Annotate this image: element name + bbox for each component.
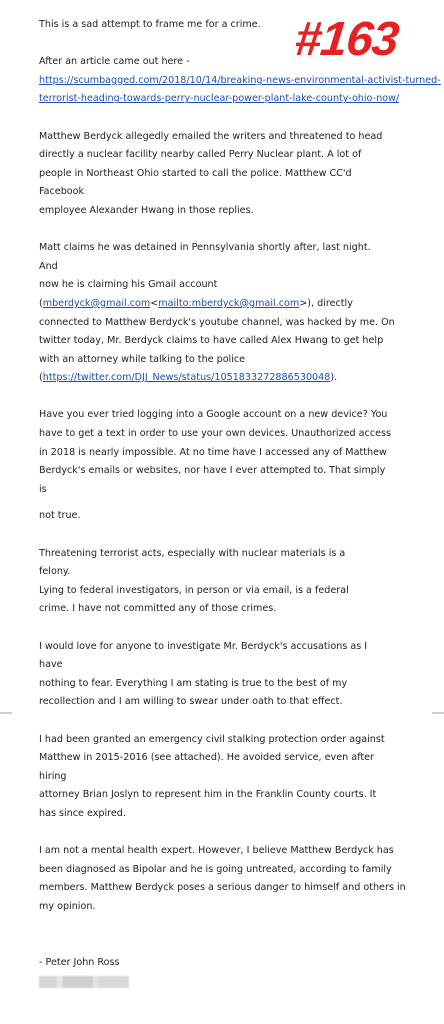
- text-line: [39, 563, 441, 582]
- text-span: Lying to federal investigators, in person or via email, is a federal: [39, 584, 349, 596]
- text-span: ).: [330, 372, 338, 384]
- text-span: members. Matthew Berdyck poses a serious danger to himself and others in: [39, 882, 406, 894]
- text-line: [39, 90, 441, 109]
- text-span: (: [39, 372, 43, 384]
- paragraph: [39, 406, 441, 499]
- text-line: [39, 600, 441, 619]
- text-span: - Peter John Ross: [39, 956, 120, 968]
- paragraph-gap: [39, 388, 441, 407]
- exhibit-number-stamp: #163: [292, 13, 401, 66]
- paragraph-gap: [39, 824, 441, 843]
- right-edge-mark: [432, 712, 444, 714]
- paragraph: [39, 53, 441, 109]
- text-span: crime. I have not committed any of those crimes.: [39, 603, 277, 615]
- paragraph-gap: [39, 499, 441, 507]
- text-line: [39, 295, 441, 314]
- text-span: connected to Matthew Berdyck's youtube channel, was hacked by me. On: [39, 316, 395, 328]
- text-line: [39, 954, 441, 973]
- text-line: [39, 656, 441, 675]
- text-line: [39, 369, 441, 388]
- text-line: [39, 314, 441, 333]
- text-span: not true.: [39, 510, 81, 522]
- text-span: employee Alexander Hwang in those replies.: [39, 204, 254, 216]
- redacted-signature-image: [39, 976, 129, 988]
- text-line: [39, 638, 441, 657]
- text-span: Matt claims he was detained in Pennsylvania shortly after, last night.: [39, 242, 371, 254]
- text-span: And: [39, 260, 58, 272]
- text-span: nothing to fear. Everything I am stating is true to the best of my: [39, 677, 348, 689]
- text-span: attorney Brian Joslyn to represent him in the Franklin County courts. It: [39, 789, 377, 801]
- hyperlink[interactable]: terrorist-heading-towards-perry-nuclear-power-plant-lake-county-ohio-now/: [39, 93, 400, 105]
- text-span: felony.: [39, 566, 71, 578]
- text-line: [39, 276, 441, 295]
- hyperlink[interactable]: https://scumbagged.com/2018/10/14/breaking-news-environmental-activist-turned-: [39, 74, 441, 86]
- text-line: [39, 481, 441, 500]
- paragraph-gap: [39, 35, 441, 54]
- text-line: [39, 805, 441, 824]
- hyperlink[interactable]: mberdyck@gmail.com: [42, 297, 151, 309]
- text-line: [39, 146, 441, 165]
- text-line: [39, 165, 441, 184]
- text-line: [39, 675, 441, 694]
- text-line: [39, 898, 441, 917]
- text-line: [39, 351, 441, 370]
- text-line: [39, 239, 441, 258]
- paragraph: [39, 731, 441, 824]
- text-span: with an attorney while talking to the police: [39, 353, 246, 365]
- paragraph-gap: [39, 712, 441, 731]
- paragraph: [39, 128, 441, 221]
- text-line: [39, 879, 441, 898]
- text-span: <: [150, 297, 159, 309]
- text-span: I am not a mental health expert. However, I believe Matthew Berdyck has: [39, 845, 394, 857]
- letter-body: [39, 13, 441, 988]
- text-line: [39, 786, 441, 805]
- text-line: [39, 72, 441, 91]
- text-span: Have you ever tried logging into a Google account on a new device? You: [39, 409, 388, 421]
- text-line: [39, 462, 441, 481]
- text-line: [39, 731, 441, 750]
- text-line: [39, 202, 441, 221]
- paragraph: [39, 545, 441, 619]
- text-line: [39, 545, 441, 564]
- hyperlink[interactable]: https://twitter.com/DJJ_News/status/1051833272886530048: [42, 372, 331, 384]
- text-line: [39, 444, 441, 463]
- text-line: [39, 749, 441, 768]
- text-line: [39, 332, 441, 351]
- text-span: in 2018 is nearly impossible. At no time have I accessed any of Matthew: [39, 446, 387, 458]
- paragraph: [39, 239, 441, 388]
- text-span: Matthew in 2015-2016 (see attached). He avoided service, even after: [39, 752, 374, 764]
- text-span: Berdyck's emails or websites, nor have I ever attempted to. That simply: [39, 465, 386, 477]
- text-span: directly a nuclear facility nearby called Perry Nuclear plant. A lot of: [39, 149, 362, 161]
- text-line: [39, 128, 441, 147]
- paragraph: [39, 16, 441, 35]
- text-span: been diagnosed as Bipolar and he is going untreated, according to family: [39, 863, 392, 875]
- text-line: [39, 183, 441, 202]
- paragraph: [39, 954, 441, 973]
- text-span: have: [39, 659, 63, 671]
- text-line: [39, 582, 441, 601]
- text-line: [39, 16, 441, 35]
- text-span: >), directly: [299, 297, 353, 309]
- paragraph-gap: [39, 917, 441, 954]
- paragraph: [39, 638, 441, 712]
- text-span: Matthew Berdyck allegedly emailed the writers and threatened to head: [39, 130, 383, 142]
- text-span: Facebook: [39, 186, 85, 198]
- text-span: This is a sad attempt to frame me for a crime.: [39, 19, 261, 30]
- text-span: I had been granted an emergency civil stalking protection order against: [39, 733, 385, 745]
- text-span: my opinion.: [39, 900, 96, 912]
- text-span: I would love for anyone to investigate Mr. Berdyck's accusations as I: [39, 640, 368, 652]
- text-line: [39, 693, 441, 712]
- text-span: people in Northeast Ohio started to call the police. Matthew CC'd: [39, 167, 352, 179]
- text-line: [39, 258, 441, 277]
- paragraph-gap: [39, 526, 441, 545]
- text-span: Threatening terrorist acts, especially with nuclear materials is a: [39, 547, 346, 559]
- hyperlink[interactable]: mailto:mberdyck@gmail.com: [158, 297, 300, 309]
- text-span: twitter today, Mr. Berdyck claims to have called Alex Hwang to get help: [39, 335, 384, 347]
- text-span: After an article came out here -: [39, 56, 190, 68]
- text-span: (: [39, 297, 43, 309]
- text-span: now he is claiming his Gmail account: [39, 279, 218, 291]
- text-line: [39, 842, 441, 861]
- text-span: have to get a text in order to use your own devices. Unauthorized access: [39, 428, 391, 440]
- text-line: [39, 861, 441, 880]
- text-line: [39, 425, 441, 444]
- paragraph: [39, 507, 441, 526]
- text-span: hiring: [39, 770, 67, 782]
- text-span: has since expired.: [39, 807, 126, 819]
- text-line: [39, 768, 441, 787]
- text-line: [39, 406, 441, 425]
- text-line: [39, 507, 441, 526]
- left-edge-mark: [0, 712, 12, 714]
- text-span: recollection and I am willing to swear under oath to that effect.: [39, 696, 343, 708]
- paragraph-gap: [39, 109, 441, 128]
- paragraph-gap: [39, 619, 441, 638]
- paragraph-gap: [39, 221, 441, 240]
- paragraph: [39, 842, 441, 916]
- text-line: [39, 53, 441, 72]
- text-span: is: [39, 483, 47, 495]
